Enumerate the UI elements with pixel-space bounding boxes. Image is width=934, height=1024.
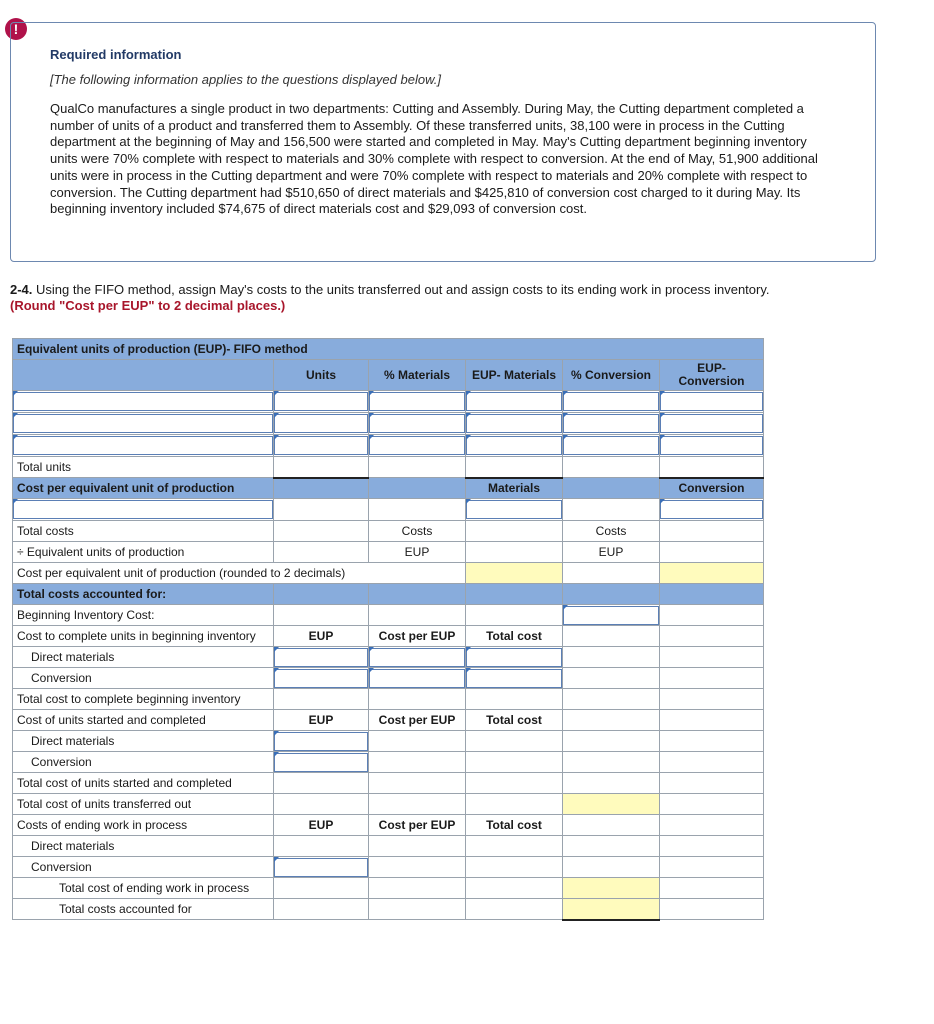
info-title: Required information: [50, 47, 182, 62]
eup-row-3-label-input[interactable]: [13, 436, 273, 455]
info-note: [The following information applies to the questions displayed below.]: [50, 72, 441, 87]
col-cost-per-eup-label-1: Cost per EUP: [369, 626, 466, 647]
total-costs-accounted-for-label: Total costs accounted for: [13, 899, 274, 920]
header-eup-materials: EUP- Materials: [466, 360, 563, 391]
cost-per-eup-rounded-label: Cost per equivalent unit of production (rounded to 2 decimals): [13, 563, 466, 584]
begin-conv-total-cost-input[interactable]: [466, 669, 562, 688]
cost-row-conversion-input[interactable]: [660, 500, 763, 519]
header-pct-conversion: % Conversion: [563, 360, 660, 391]
divide-eup-row: [13, 542, 764, 563]
costs-label-materials: Costs: [369, 521, 466, 542]
eup-row-3-eup-materials-input[interactable]: [466, 436, 562, 455]
eup-row-2-units-input[interactable]: [274, 414, 368, 433]
sc-direct-materials-row: [13, 731, 764, 752]
ewip-conversion-row: [13, 857, 764, 878]
costs-ending-wip-label: Costs of ending work in process: [13, 815, 274, 836]
sc-conversion-row: [13, 752, 764, 773]
total-units-label: Total units: [13, 457, 274, 478]
total-cost-ending-wip-row: [13, 878, 764, 899]
ewip-conversion-label: Conversion: [13, 857, 274, 878]
col-total-cost-label-2: Total cost: [466, 710, 563, 731]
eup-row-2-eup-materials-input[interactable]: [466, 414, 562, 433]
begin-conversion-label: Conversion: [13, 668, 274, 689]
begin-conversion-row: [13, 668, 764, 689]
ewip-direct-materials-label: Direct materials: [13, 836, 274, 857]
eup-row-3-pct-conversion-input[interactable]: [563, 436, 659, 455]
cost-per-eup-header-row: [13, 478, 764, 499]
ewip-direct-materials-row: [13, 836, 764, 857]
col-total-cost-label-1: Total cost: [466, 626, 563, 647]
eup-row-3-eup-conversion-input[interactable]: [660, 436, 763, 455]
total-cost-transferred-result: [563, 794, 660, 815]
cost-per-eup-input-row: [13, 499, 764, 521]
round-note: (Round "Cost per EUP" to 2 decimal places.): [10, 298, 286, 313]
materials-cost-per-eup-result: [466, 563, 563, 584]
header-eup-conversion: EUP- Conversion: [660, 360, 764, 391]
divide-eup-label: ÷ Equivalent units of production: [13, 542, 274, 563]
materials-header: Materials: [466, 478, 563, 499]
eup-row-1-label-input[interactable]: [13, 392, 273, 411]
cost-per-eup-heading: Cost per equivalent unit of production: [13, 478, 274, 499]
required-information-box: [10, 22, 876, 262]
begin-dm-eup-input[interactable]: [274, 648, 368, 667]
beginning-inventory-label: Beginning Inventory Cost:: [13, 605, 274, 626]
ewip-conv-eup-input[interactable]: [274, 858, 368, 877]
eup-row-2-label-input[interactable]: [13, 414, 273, 433]
sc-direct-materials-label: Direct materials: [13, 731, 274, 752]
eup-row-2-pct-conversion-input[interactable]: [563, 414, 659, 433]
column-header-row: [13, 360, 764, 391]
eup-row-3-units-input[interactable]: [274, 436, 368, 455]
col-eup-label-1: EUP: [274, 626, 369, 647]
total-cost-started-completed-row: [13, 773, 764, 794]
col-total-cost-label-3: Total cost: [466, 815, 563, 836]
eup-input-row-2: [13, 413, 764, 435]
total-costs-label: Total costs: [13, 521, 274, 542]
begin-dm-cost-per-eup-input[interactable]: [369, 648, 465, 667]
total-costs-accounted-header-row: [13, 584, 764, 605]
sc-dm-eup-input[interactable]: [274, 732, 368, 751]
col-eup-label-3: EUP: [274, 815, 369, 836]
begin-conv-cost-per-eup-input[interactable]: [369, 669, 465, 688]
eup-label-conversion: EUP: [563, 542, 660, 563]
header-units: Units: [274, 360, 369, 391]
eup-row-1-eup-materials-input[interactable]: [466, 392, 562, 411]
begin-conv-eup-input[interactable]: [274, 669, 368, 688]
total-cost-ending-wip-label: Total cost of ending work in process: [13, 878, 274, 899]
sc-conv-eup-input[interactable]: [274, 753, 368, 772]
begin-direct-materials-row: [13, 647, 764, 668]
eup-row-1-pct-materials-input[interactable]: [369, 392, 465, 411]
header-pct-materials: % Materials: [369, 360, 466, 391]
col-cost-per-eup-label-2: Cost per EUP: [369, 710, 466, 731]
eup-row-2-pct-materials-input[interactable]: [369, 414, 465, 433]
question: [10, 282, 910, 314]
beginning-inventory-cost-input[interactable]: [563, 606, 659, 625]
total-costs-accounted-heading: Total costs accounted for:: [13, 584, 274, 605]
col-cost-per-eup-label-3: Cost per EUP: [369, 815, 466, 836]
fifo-eup-table: [12, 338, 764, 921]
eup-row-1-units-input[interactable]: [274, 392, 368, 411]
eup-row-1-pct-conversion-input[interactable]: [563, 392, 659, 411]
cost-row-label-input[interactable]: [13, 500, 273, 519]
info-body: QualCo manufactures a single product in two departments: Cutting and Assembly. During May, the Cutting department completed a number of units of a product and transferred them to Assembly. Of these transferred units, 38,100 were in process in the Cutting department at the beginning of May and 156,500 were started and completed in May. May's Cutting department beginning inventory units were 70% complete with respect to materials and 30% complete with respect to conversion. At the end of May, 51,900 additional units were in process in the Cutting department and were 70% complete with respect to materials and 20% complete with respect to conversion. The Cutting department had $510,650 of direct materials and $425,810 of conversion cost charged to it during May. Its beginning inventory included $74,675 of direct materials cost and $29,093 of conversion cost.: [50, 101, 818, 217]
begin-direct-materials-label: Direct materials: [13, 647, 274, 668]
cost-started-completed-row: [13, 710, 764, 731]
beginning-inventory-row: [13, 605, 764, 626]
eup-input-row-3: [13, 435, 764, 457]
cost-row-materials-input[interactable]: [466, 500, 562, 519]
costs-ending-wip-row: [13, 815, 764, 836]
total-cost-transferred-row: [13, 794, 764, 815]
total-costs-row: [13, 521, 764, 542]
total-costs-accounted-for-result: [563, 899, 660, 920]
eup-row-2-eup-conversion-input[interactable]: [660, 414, 763, 433]
total-costs-accounted-for-row: [13, 899, 764, 920]
sc-conversion-label: Conversion: [13, 752, 274, 773]
total-cost-complete-begin-label: Total cost to complete beginning inventory: [13, 689, 274, 710]
total-cost-ending-wip-result: [563, 878, 660, 899]
eup-input-row-1: [13, 391, 764, 413]
eup-row-1-eup-conversion-input[interactable]: [660, 392, 763, 411]
eup-label-materials: EUP: [369, 542, 466, 563]
question-text: Using the FIFO method, assign May's costs to the units transferred out and assign costs to its ending work in process inventory.: [32, 282, 770, 297]
total-cost-started-completed-label: Total cost of units started and completed: [13, 773, 274, 794]
question-number: 2-4.: [10, 282, 33, 297]
cost-per-eup-result-row: [13, 563, 764, 584]
cost-complete-begin-label: Cost to complete units in beginning inventory: [13, 626, 274, 647]
table-title-row: [13, 339, 764, 360]
col-eup-label-2: EUP: [274, 710, 369, 731]
cost-started-completed-label: Cost of units started and completed: [13, 710, 274, 731]
costs-label-conversion: Costs: [563, 521, 660, 542]
cost-complete-begin-row: [13, 626, 764, 647]
begin-dm-total-cost-input[interactable]: [466, 648, 562, 667]
total-cost-complete-begin-row: [13, 689, 764, 710]
alert-icon: !: [5, 18, 27, 40]
conversion-cost-per-eup-result: [660, 563, 764, 584]
table-title: Equivalent units of production (EUP)- FIFO method: [13, 339, 764, 360]
total-units-row: [13, 457, 764, 478]
eup-row-3-pct-materials-input[interactable]: [369, 436, 465, 455]
conversion-header: Conversion: [660, 478, 764, 499]
total-cost-transferred-label: Total cost of units transferred out: [13, 794, 274, 815]
